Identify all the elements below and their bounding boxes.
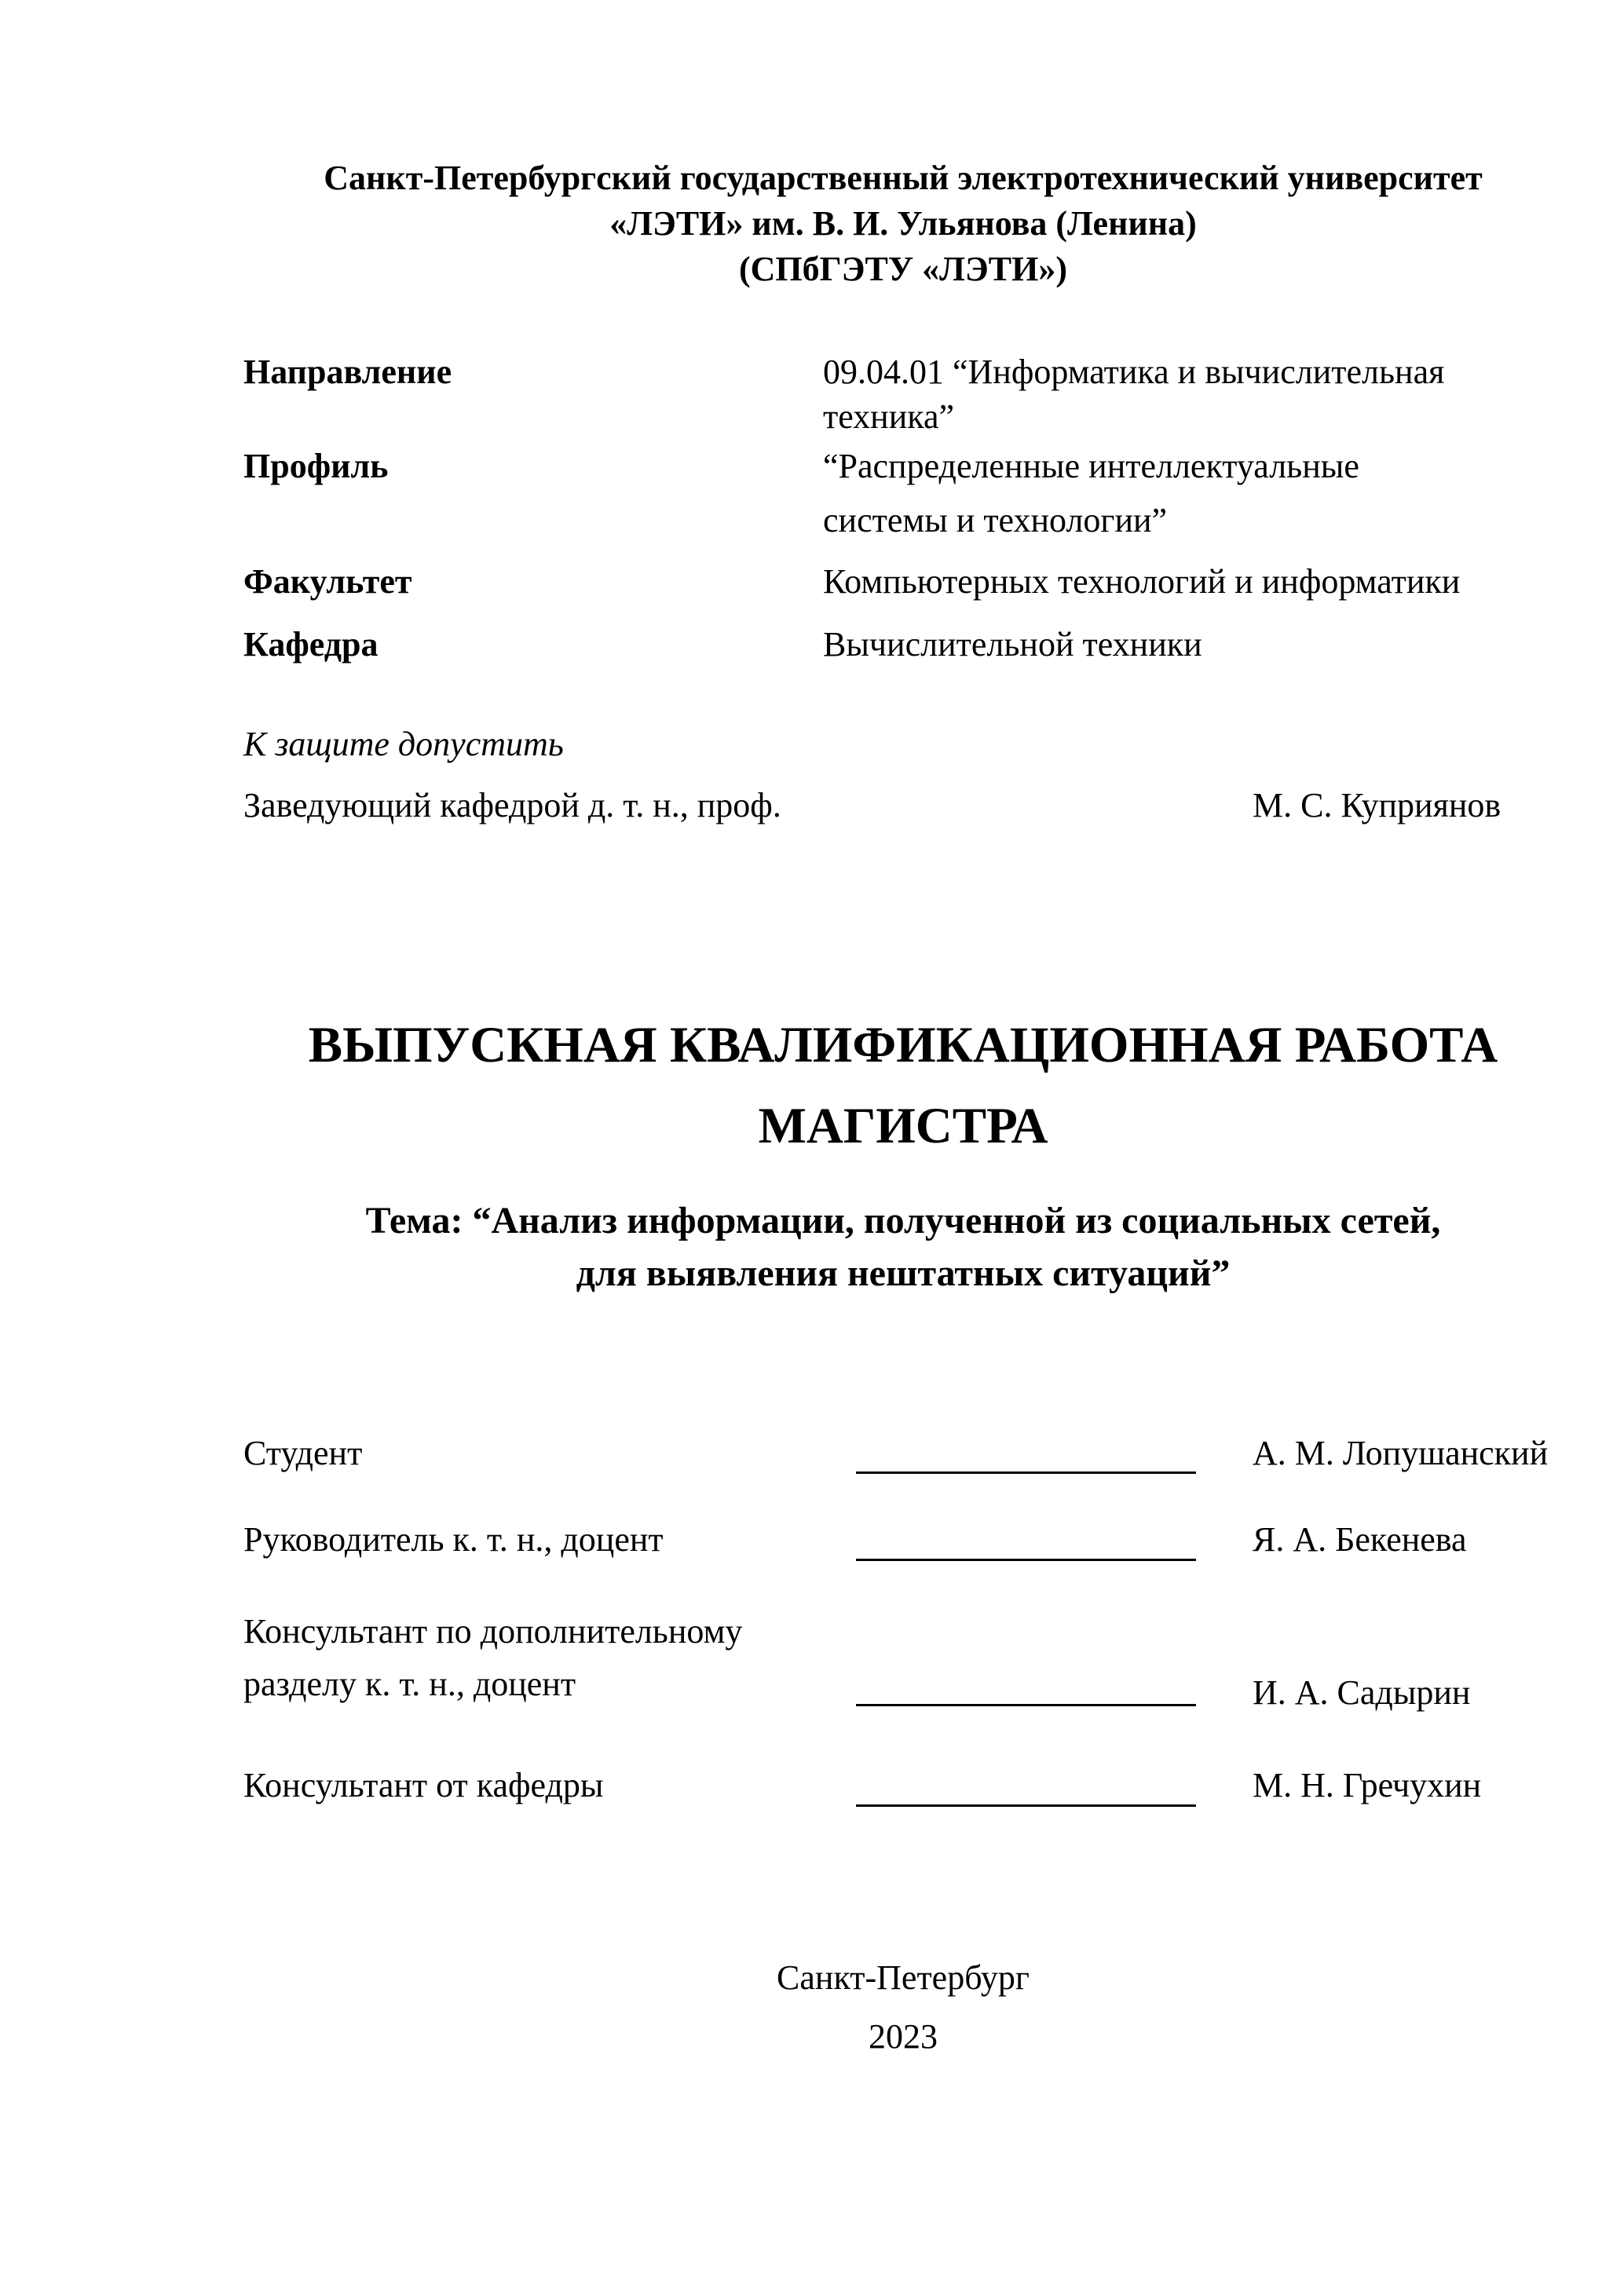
- student-signature-line: [856, 1431, 1196, 1474]
- profile-value-line-2: системы и технологии”: [823, 501, 1168, 539]
- admission-approver-row: [243, 783, 1563, 828]
- consultant-additional-role-line-1: Консультант по дополнительному: [243, 1612, 743, 1651]
- consultant-department-name: М. Н. Гречухин: [1253, 1766, 1482, 1804]
- supervisor-name: Я. А. Бекенева: [1253, 1520, 1467, 1559]
- meta-row-department: [243, 622, 1563, 667]
- consultant-additional-signature-line: [856, 1605, 1196, 1706]
- direction-label: Направление: [243, 353, 452, 391]
- approver-role: Заведующий кафедрой д. т. н., проф.: [243, 786, 781, 824]
- profile-value-line-1: “Распределенные интеллектуальные: [823, 447, 1359, 485]
- thesis-topic: [243, 1194, 1563, 1300]
- thesis-topic-line-1: Тема: “Анализ информации, полученной из социальных сетей,: [365, 1200, 1441, 1241]
- footer-year: 2023: [869, 2017, 938, 2056]
- student-name: А. М. Лопушанский: [1253, 1434, 1549, 1472]
- faculty-label: Факультет: [243, 562, 412, 601]
- consultant-additional-role: [243, 1605, 856, 1710]
- consultant-additional-name: И. А. Садырин: [1253, 1673, 1471, 1712]
- university-header: [243, 155, 1563, 292]
- meta-row-direction: [243, 349, 1563, 439]
- supervisor-signature-line: [856, 1517, 1196, 1561]
- department-value: Вычислительной техники: [823, 625, 1202, 664]
- signature-row-supervisor: [243, 1517, 1563, 1562]
- program-meta-block: [243, 349, 1563, 667]
- footer-city: Санкт-Петербург: [777, 1958, 1030, 1997]
- approver-name: М. С. Куприянов: [1253, 786, 1501, 824]
- consultant-department-role: Консультант от кафедры: [243, 1766, 604, 1804]
- consultant-department-signature-line: [856, 1763, 1196, 1807]
- direction-value-line-1: 09.04.01 “Информатика и вычислительная: [823, 353, 1445, 391]
- faculty-value: Компьютерных технологий и информатики: [823, 562, 1461, 601]
- direction-value: [823, 349, 1563, 439]
- direction-value-line-2: техника”: [823, 397, 955, 436]
- work-title-line-1: ВЫПУСКНАЯ КВАЛИФИКАЦИОННАЯ РАБОТА: [308, 1017, 1498, 1073]
- university-name-line-1: Санкт-Петербургский государственный электротехнический университет: [324, 159, 1483, 197]
- work-title: [243, 1005, 1563, 1167]
- meta-row-faculty: [243, 559, 1563, 604]
- consultant-additional-role-line-2: разделу к. т. н., доцент: [243, 1665, 576, 1703]
- signature-row-student: [243, 1431, 1563, 1475]
- signature-row-consultant-additional: [243, 1605, 1563, 1715]
- thesis-topic-line-2: для выявления нештатных ситуаций”: [576, 1252, 1231, 1294]
- university-name-line-2: «ЛЭТИ» им. В. И. Ульянова (Ленина): [609, 204, 1197, 243]
- profile-label: Профиль: [243, 447, 389, 485]
- meta-row-profile: [243, 444, 1563, 543]
- work-title-line-2: МАГИСТРА: [758, 1098, 1048, 1154]
- signature-row-consultant-department: [243, 1763, 1563, 1808]
- department-label: Кафедра: [243, 625, 379, 664]
- admission-note: К защите допустить: [243, 725, 564, 763]
- profile-value: [823, 444, 1563, 543]
- supervisor-role: Руководитель к. т. н., доцент: [243, 1520, 664, 1559]
- university-abbreviation: (СПбГЭТУ «ЛЭТИ»): [739, 250, 1067, 288]
- student-role: Студент: [243, 1434, 363, 1472]
